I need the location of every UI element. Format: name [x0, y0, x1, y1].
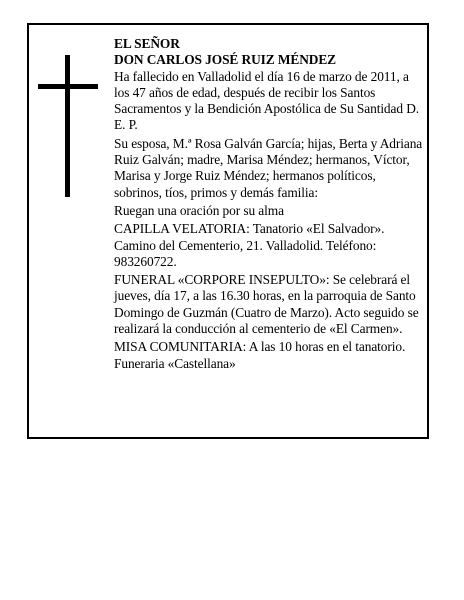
cross-icon — [38, 55, 98, 197]
notice-body — [114, 36, 426, 372]
cross-vertical-bar — [65, 55, 70, 197]
family-list: Su esposa, M.ª Rosa Galván García; hijas, Berta y Adriana Ruiz Galván; madre, Marisa Méndez; hermanos, Víctor, Marisa y Jorge Ruiz Méndez; hermanos políticos, sobrinos, tíos, primos y demás familia: — [114, 135, 423, 200]
prayer-request: Ruegan una oración por su alma — [114, 202, 284, 218]
chapel-info: CAPILLA VELATORIA: Tanatorio «El Salvador». Camino del Cementerio, 21. Valladolid. Teléfono: 983260722. — [114, 221, 385, 269]
funeral-home: Funeraria «Castellana» — [114, 355, 236, 371]
funeral-info: FUNERAL «CORPORE INSEPULTO»: Se celebrará el jueves, día 17, a las 16.30 horas, en la parroquia de Santo Domingo de Guzmán (Cuatro de Marzo). Acto seguido se realizará la conducción al cementerio de «El Carmen». — [114, 272, 419, 337]
notice-title-line1: EL SEÑOR — [114, 36, 180, 51]
mass-info: MISA COMUNITARIA: A las 10 horas en el tanatorio. — [114, 339, 406, 355]
deceased-name: DON CARLOS JOSÉ RUIZ MÉNDEZ — [114, 52, 336, 68]
death-announcement: Ha fallecido en Valladolid el día 16 de marzo de 2011, a los 47 años de edad, después de recibir los Santos Sacramentos y la Bendición Apostólica de Su Santidad D. E. P. — [114, 68, 420, 133]
cross-horizontal-bar — [38, 84, 98, 89]
